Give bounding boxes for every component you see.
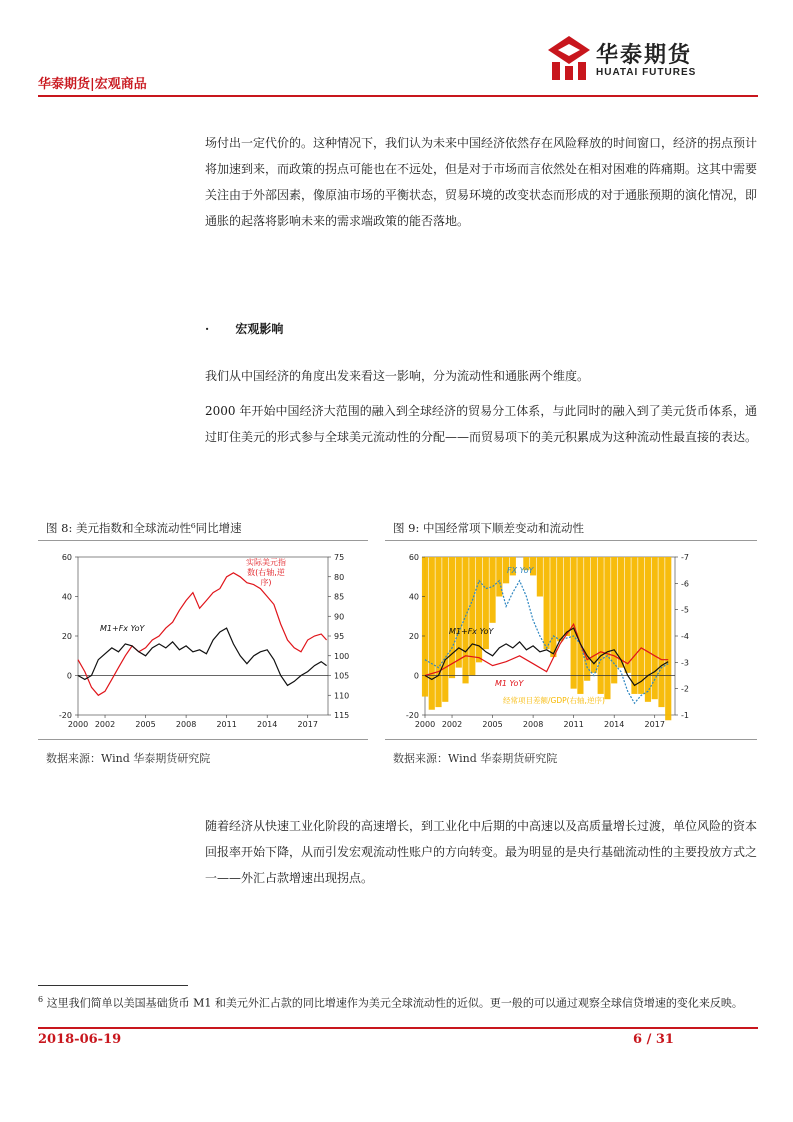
fig9-right-tick-label: -4 <box>681 632 689 641</box>
fig9-bar <box>442 557 448 702</box>
fig9-left-tick-label: 40 <box>408 592 419 602</box>
header-divider <box>38 95 758 97</box>
fig9-bar <box>462 557 468 683</box>
logo-mark-icon <box>548 36 590 82</box>
fig9-bar <box>658 557 664 707</box>
fig8-red-series-label: 数(右轴,逆 <box>247 568 285 577</box>
fig9-right-tick-label: -2 <box>681 684 689 694</box>
fig9-right-tick-label: -1 <box>681 711 689 720</box>
fig9-right-tick-label: -3 <box>681 658 689 668</box>
fig9-bar <box>456 557 462 668</box>
paragraph-4: 随着经济从快速工业化阶段的高速增长，到工业化中后期的中高速以及高质量增长过渡，单位风险的资本回报率开始下降，从而引发宏观流动性账户的方向转变。最为明显的是央行基础流动性的主要投放方式之一——外汇占款增速出现拐点。 <box>205 819 758 885</box>
paragraph-1: 场付出一定代价的。这种情况下，我们认为未来中国经济依然存在风险释放的时间窗口，经济的拐点预计将加速到来，而政策的拐点可能也在不远处，但是对于市场而言依然处在相对困难的阵痛期。这其中需要关注由于外部因素，像原油市场的平衡状态，贸易环境的改变状态而形成的对于通胀预期的演化情况，即通胀的起落将影响未来的需求端政策的能否落地。 <box>205 136 758 228</box>
fig9-bar <box>631 557 637 694</box>
footer-date: 2018-06-19 <box>38 1032 122 1047</box>
fig9-left-tick-label: 20 <box>408 632 419 641</box>
fig9-x-tick-label: 2017 <box>644 720 665 729</box>
section-heading-text: 宏观影响 <box>235 322 284 336</box>
figure-8-bottom-rule <box>38 739 368 740</box>
fig9-bar <box>564 557 570 636</box>
footnote-mark: 6 <box>38 995 44 1004</box>
fig8-x-tick-label: 2002 <box>94 720 116 729</box>
fig8-right-tick-label: 80 <box>334 572 345 582</box>
fig9-bar <box>604 557 610 699</box>
fig9-x-tick-label: 2014 <box>604 720 625 729</box>
fig8-x-tick-label: 2008 <box>175 720 197 729</box>
fig9-bar <box>625 557 631 673</box>
fig9-bar <box>544 557 550 649</box>
fig9-bar <box>577 557 583 694</box>
fig8-left-tick-label: -20 <box>58 711 72 720</box>
fig8-x-tick-label: 2000 <box>67 720 89 729</box>
fig8-left-tick-label: 0 <box>66 671 72 681</box>
fig9-bar <box>557 557 563 641</box>
fig8-right-tick-label: 100 <box>334 651 350 661</box>
fig8-left-tick-label: 60 <box>61 553 72 562</box>
fig9-bar <box>645 557 651 702</box>
figure-8-source: 数据来源：Wind 华泰期货研究院 <box>46 752 211 765</box>
fig9-bar <box>638 557 644 694</box>
fig9-left-tick-label: -20 <box>405 711 419 720</box>
fig8-series---line <box>78 573 327 696</box>
fig9-left-tick-label: 60 <box>408 553 419 562</box>
fig9-bar <box>665 557 671 720</box>
fig9-bar <box>435 557 441 707</box>
fig9-bar <box>652 557 658 699</box>
fig9-fx-label: FX YoY <box>507 566 534 575</box>
paragraph-2: 我们从中国经济的角度出发来看这一影响，分为流动性和通胀两个维度。 <box>205 369 590 383</box>
header-section-title: 华泰期货|宏观商品 <box>38 77 147 92</box>
fig9-bar <box>598 557 604 694</box>
figure-9-chart <box>385 543 715 735</box>
fig9-right-tick-label: -6 <box>681 579 689 589</box>
fig8-left-tick-label: 40 <box>61 592 72 602</box>
fig9-x-tick-label: 2011 <box>563 720 584 729</box>
fig9-x-tick-label: 2002 <box>441 720 463 729</box>
fig9-bar <box>571 557 577 689</box>
fig8-right-tick-label: 85 <box>334 592 345 602</box>
fig9-x-tick-label: 2000 <box>414 720 436 729</box>
fig8-right-tick-label: 115 <box>334 711 350 720</box>
fig9-right-tick-label: -5 <box>681 605 689 615</box>
footer-divider <box>38 1027 758 1029</box>
fig8-x-tick-label: 2011 <box>216 720 237 729</box>
fig8-x-tick-label: 2014 <box>257 720 278 729</box>
footnote-rule <box>38 985 188 986</box>
fig9-bar <box>550 557 556 657</box>
fig9-bar <box>489 557 495 623</box>
fig8-series-m1-fx-yoy-line <box>78 628 327 685</box>
fig9-mix-label: M1+Fx YoY <box>449 627 494 636</box>
fig9-bar <box>618 557 624 668</box>
fig9-bar <box>449 557 455 678</box>
figure-9-top-rule <box>385 540 757 541</box>
fig8-black-series-label: M1+Fx YoY <box>100 624 145 633</box>
fig8-plot-frame <box>78 557 328 715</box>
fig9-bars-label: 经常项目差额/GDP(右轴,逆序) <box>503 696 605 705</box>
logo-chinese-name: 华泰期货 <box>596 43 693 68</box>
fig9-bar <box>537 557 543 597</box>
footnote <box>38 991 758 1012</box>
fig8-left-tick-label: 20 <box>61 632 72 641</box>
fig8-x-tick-label: 2017 <box>297 720 318 729</box>
logo-english-name: HUATAI FUTURES <box>596 67 697 78</box>
company-logo <box>548 36 718 84</box>
fig9-left-tick-label: 0 <box>413 671 419 681</box>
figure-8-chart <box>38 543 368 735</box>
section-heading <box>205 320 283 337</box>
fig8-red-series-label: 实际美元指 <box>246 558 286 567</box>
paragraph-3: 2000 年开始中国经济大范围的融入到全球经济的贸易分工体系，与此同时的融入到了美元货币体系，通过盯住美元的形式参与全球美元流动性的分配——而贸易项下的美元积累成为这种流动性最直接的表达。 <box>205 404 758 444</box>
footer-page-number: 6 / 31 <box>633 1032 674 1047</box>
figure-8-top-rule <box>38 540 368 541</box>
fig9-bar <box>584 557 590 681</box>
fig8-right-tick-label: 110 <box>334 691 350 701</box>
fig8-right-tick-label: 105 <box>334 671 350 681</box>
fig9-bar <box>429 557 435 710</box>
fig8-red-series-label: 序) <box>260 578 272 587</box>
figure-9-bottom-rule <box>385 739 757 740</box>
figure-9-title: 图 9: 中国经常项下顺差变动和流动性 <box>393 521 585 535</box>
section-bullet: · <box>205 322 210 336</box>
fig9-x-tick-label: 2005 <box>482 720 503 729</box>
fig9-x-tick-label: 2008 <box>522 720 544 729</box>
fig9-bar <box>611 557 617 683</box>
fig8-right-tick-label: 75 <box>334 553 345 562</box>
figure-9-source: 数据来源：Wind 华泰期货研究院 <box>393 752 558 765</box>
figure-8-title: 图 8: 美元指数和全球流动性⁶同比增速 <box>46 521 242 535</box>
fig8-right-tick-label: 95 <box>334 632 345 641</box>
fig9-bar <box>469 557 475 676</box>
fig9-m1-label: M1 YoY <box>495 679 524 688</box>
footnote-text: 这里我们简单以美国基础货币 M1 和美元外汇占款的同比增速作为美元全球流动性的近似。更一般的可以通过观察全球信贷增速的变化来反映。 <box>46 996 743 1010</box>
fig8-right-tick-label: 90 <box>334 612 345 622</box>
fig8-x-tick-label: 2005 <box>135 720 156 729</box>
fig9-right-tick-label: -7 <box>681 553 689 562</box>
